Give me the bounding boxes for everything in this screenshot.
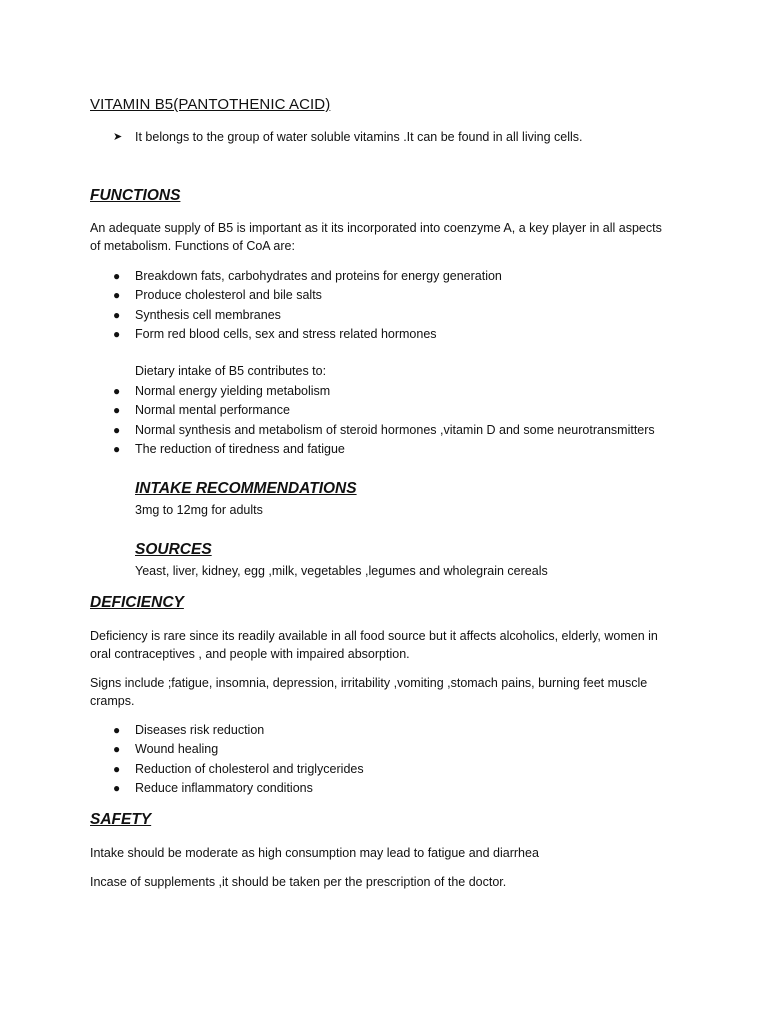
bullet-dot-icon: ●: [113, 781, 121, 796]
bullet-dot-icon: ●: [113, 269, 121, 283]
list-item: ● Diseases risk reduction: [113, 721, 364, 740]
intake-text: 3mg to 12mg for adults: [135, 503, 263, 517]
bullet-dot-icon: ●: [113, 742, 121, 757]
list-item: ● Form red blood cells, sex and stress related hormones: [113, 325, 502, 344]
list-item: ● Normal energy yielding metabolism: [113, 382, 655, 401]
list-item: ● Reduction of cholesterol and triglycerides: [113, 760, 364, 779]
functions-paragraph-line2: of metabolism. Functions of CoA are:: [90, 239, 295, 253]
bullet-dot-icon: ●: [113, 403, 121, 418]
list-item: ● The reduction of tiredness and fatigue: [113, 440, 655, 459]
intake-heading: INTAKE RECOMMENDATIONS: [135, 480, 357, 497]
sources-heading: SOURCES: [135, 541, 212, 558]
deficiency-paragraph-line2: oral contraceptives , and people with impaired absorption.: [90, 647, 410, 661]
bullet-dot-icon: ●: [113, 442, 121, 457]
arrow-bullet-icon: ➤: [113, 131, 123, 143]
page-title: VITAMIN B5(PANTOTHENIC ACID): [90, 96, 331, 113]
list-item: ● Synthesis cell membranes: [113, 306, 502, 325]
list-item: ● Normal mental performance: [113, 401, 655, 420]
deficiency-paragraph-line1: Deficiency is rare since its readily available in all food source but it affects alcoholics, elderly, women in: [90, 629, 658, 643]
bullet-dot-icon: ●: [113, 327, 121, 342]
functions-list: [113, 267, 502, 345]
bullet-dot-icon: ●: [113, 422, 121, 437]
list-item: ● Normal synthesis and metabolism of steroid hormones ,vitamin D and some neurotransmitters: [113, 421, 655, 440]
functions-paragraph-line1: An adequate supply of B5 is important as it its incorporated into coenzyme A, a key player in all aspects: [90, 221, 662, 235]
list-item: ● Produce cholesterol and bile salts: [113, 286, 502, 305]
bullet-dot-icon: ●: [113, 723, 121, 737]
intro-bullet: [113, 128, 582, 146]
deficiency-heading: DEFICIENCY: [90, 594, 184, 611]
dietary-list: [113, 382, 655, 460]
dietary-intro: Dietary intake of B5 contributes to:: [135, 364, 327, 378]
deficiency-signs-line2: cramps.: [90, 694, 135, 708]
bullet-dot-icon: ●: [113, 307, 121, 322]
safety-line1: Intake should be moderate as high consumption may lead to fatigue and diarrhea: [90, 846, 539, 860]
bullet-dot-icon: ●: [113, 288, 121, 303]
list-item: ● Reduce inflammatory conditions: [113, 779, 364, 798]
deficiency-signs-line1: Signs include ;fatigue, insomnia, depression, irritability ,vomiting ,stomach pains, burning feet muscle: [90, 676, 648, 690]
safety-heading: SAFETY: [90, 811, 152, 828]
list-item: ● Breakdown fats, carbohydrates and proteins for energy generation: [113, 267, 502, 286]
bullet-dot-icon: ●: [113, 761, 121, 776]
list-item: ● Wound healing: [113, 740, 364, 759]
bullet-dot-icon: ●: [113, 384, 121, 398]
deficiency-list: [113, 721, 364, 799]
functions-heading: FUNCTIONS: [90, 187, 181, 204]
safety-line2: Incase of supplements ,it should be taken per the prescription of the doctor.: [90, 875, 507, 889]
sources-text: Yeast, liver, kidney, egg ,milk, vegetables ,legumes and wholegrain cereals: [135, 564, 548, 578]
intro-bullet-text: It belongs to the group of water soluble vitamins .It can be found in all living cells.: [135, 130, 583, 144]
